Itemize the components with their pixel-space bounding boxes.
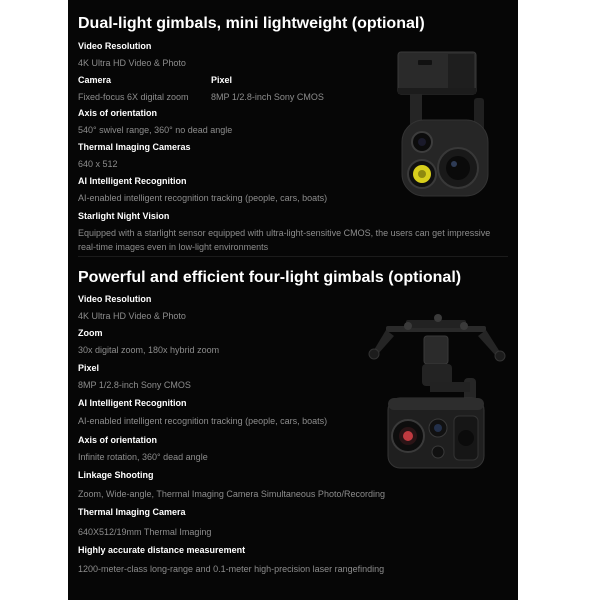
- pixel-label: Pixel: [211, 75, 233, 85]
- ai-recognition-value: AI-enabled intelligent recognition tracking (people, cars, boats): [78, 193, 328, 203]
- section2-title: Powerful and efficient four-light gimbals (optional): [78, 269, 462, 286]
- video-resolution-value: 4K Ultra HD Video & Photo: [78, 58, 186, 68]
- dual-light-gimbal-camera-image: [388, 48, 508, 208]
- section1-title: Dual-light gimbals, mini lightweight (optional): [78, 15, 425, 32]
- video-resolution-label-2: Video Resolution: [78, 294, 152, 304]
- zoom-value: 30x digital zoom, 180x hybrid zoom: [78, 345, 220, 355]
- thermal-imaging-label: Thermal Imaging Cameras: [78, 142, 191, 152]
- ai-recognition-value-2: AI-enabled intelligent recognition tracking (people, cars, boats): [78, 416, 328, 426]
- thermal-imaging-value: 640 x 512: [78, 159, 118, 169]
- axis-orientation-value: 540° swivel range, 360° no dead angle: [78, 125, 233, 135]
- product-spec-panel: [68, 0, 518, 600]
- pixel-value-2: 8MP 1/2.8-inch Sony CMOS: [78, 380, 191, 390]
- axis-orientation-label-2: Axis of orientation: [78, 435, 158, 445]
- four-light-gimbal-camera-image: [368, 312, 513, 482]
- pixel-label-2: Pixel: [78, 363, 100, 373]
- ai-recognition-label: AI Intelligent Recognition: [78, 176, 187, 186]
- ai-recognition-label-2: AI Intelligent Recognition: [78, 398, 187, 408]
- linkage-shooting-label: Linkage Shooting: [78, 470, 154, 480]
- axis-orientation-label: Axis of orientation: [78, 108, 158, 118]
- starlight-night-vision-value: Equipped with a starlight sensor equipped with ultra-light-sensitive CMOS, the users can get impressive real-time images even in low-light environments: [78, 228, 491, 252]
- pixel-value: 8MP 1/2.8-inch Sony CMOS: [211, 92, 324, 102]
- video-resolution-value-2: 4K Ultra HD Video & Photo: [78, 311, 186, 321]
- camera-value: Fixed-focus 6X digital zoom: [78, 92, 189, 102]
- distance-measurement-label: Highly accurate distance measurement: [78, 545, 246, 555]
- camera-label: Camera: [78, 75, 112, 85]
- thermal-imaging-value-2: 640X512/19mm Thermal Imaging: [78, 527, 212, 537]
- linkage-shooting-value: Zoom, Wide-angle, Thermal Imaging Camera Simultaneous Photo/Recording: [78, 489, 385, 499]
- axis-orientation-value-2: Infinite rotation, 360° dead angle: [78, 452, 208, 462]
- section-divider: [78, 256, 508, 257]
- thermal-imaging-label-2: Thermal Imaging Camera: [78, 507, 186, 517]
- zoom-label: Zoom: [78, 328, 103, 338]
- distance-measurement-value: 1200-meter-class long-range and 0.1-meter high-precision laser rangefinding: [78, 564, 385, 574]
- video-resolution-label: Video Resolution: [78, 41, 152, 51]
- starlight-night-vision-label: Starlight Night Vision: [78, 211, 170, 221]
